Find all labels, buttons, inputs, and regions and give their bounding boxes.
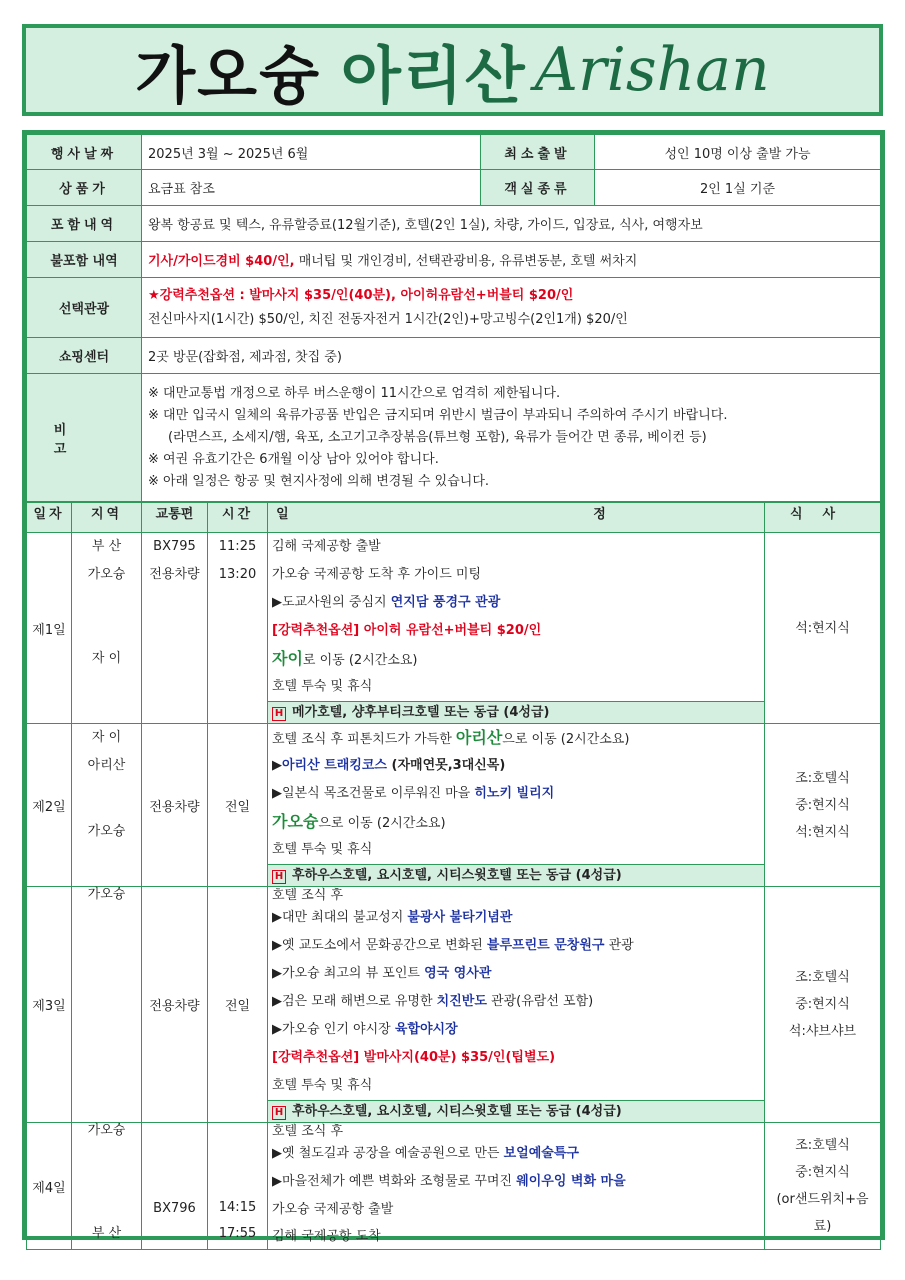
- meal: 중:현지식: [795, 797, 850, 813]
- title-banner: [22, 24, 883, 116]
- excl-red: 기사/가이드경비 $40/인,: [148, 254, 295, 269]
- meal: 조:호텔식: [795, 970, 850, 985]
- period-value: 2025년 3월 ~ 2025년 6월: [142, 135, 481, 170]
- hotel-icon: H: [272, 707, 286, 721]
- region-cell: [72, 533, 142, 724]
- day-row: [27, 533, 881, 724]
- note-line: ※ 아래 일정은 항공 및 현지사정에 의해 변경될 수 있습니다.: [148, 473, 490, 489]
- head-itinerary: 일 정: [268, 503, 765, 533]
- note-label: 비 고: [27, 374, 142, 502]
- region-cell: [72, 724, 142, 887]
- itinerary-line: 김해 국제공항 출발: [272, 539, 381, 554]
- head-meal: 식사: [765, 503, 881, 533]
- day-row: [27, 1123, 881, 1250]
- info-table: [26, 134, 881, 502]
- region: 자 이: [91, 651, 122, 666]
- head-time: 시간: [208, 503, 268, 533]
- hotel-icon: H: [272, 870, 286, 884]
- itinerary-line: 호텔 조식 후 피톤치드가 가득한 아리산으로 이동 (2시간소요): [272, 728, 630, 747]
- day-row: [27, 887, 881, 1123]
- time: 전일: [224, 999, 251, 1014]
- meal: 중:현지식: [795, 1165, 850, 1180]
- time: 14:15: [218, 1200, 257, 1215]
- excl-value: [142, 242, 881, 278]
- note-line: ※ 여권 유효기간은 6개월 이상 남아 있어야 합니다.: [148, 451, 439, 467]
- itinerary-line: ▶가오슝 최고의 뷰 포인트 영국 영사관: [272, 966, 492, 981]
- meal: 조:호텔식: [795, 770, 850, 786]
- itinerary-line: 호텔 조식 후: [272, 888, 344, 903]
- day-label: 제1일: [27, 533, 72, 724]
- itinerary-line: 가오슝 국제공항 출발: [272, 1202, 394, 1217]
- shop-value: 2곳 방문(잡화점, 제과점, 찻집 중): [142, 338, 881, 374]
- hotel-line: H 메가호텔, 샹후부티크호텔 또는 동급 (4성급): [268, 701, 764, 723]
- itinerary-line: ▶마을전체가 예쁜 벽화와 조형물로 꾸며진 웨이우잉 벽화 마을: [272, 1174, 626, 1189]
- opt-line-2: 전신마사지(1시간) $50/인, 치진 전동자전거 1시간(2인)+망고빙수(2인1개) $20/인: [148, 311, 628, 327]
- region: 가오슝: [87, 1123, 126, 1138]
- itinerary-line: ▶검은 모래 해변으로 유명한 치진반도 관광(유람선 포함): [272, 994, 594, 1009]
- room-label: 객실종류: [481, 170, 595, 206]
- transport-cell: [142, 887, 208, 1123]
- time: 전일: [224, 799, 251, 815]
- title-alishan: 아리산: [340, 38, 527, 112]
- meal-cell: [765, 887, 881, 1123]
- price-label: 상품가: [27, 170, 142, 206]
- time: 17:55: [218, 1226, 257, 1241]
- itinerary-line: 가오슝으로 이동 (2시간소요): [272, 812, 446, 831]
- itinerary-line: ▶대만 최대의 불교성지 불광사 불타기념관: [272, 910, 513, 925]
- itinerary-line: 가오슝 국제공항 도착 후 가이드 미팅: [272, 567, 482, 582]
- region: 가오슝: [87, 887, 126, 902]
- transport-cell: [142, 533, 208, 724]
- itinerary-line: ▶가오슝 인기 야시장 육합야시장: [272, 1022, 458, 1037]
- opt-label: 선택관광: [27, 278, 142, 338]
- time-cell: [208, 1123, 268, 1250]
- itinerary-line: ▶일본식 목조건물로 이루워진 마을 히노키 빌리지: [272, 786, 555, 801]
- period-label: 행사날짜: [27, 135, 142, 170]
- room-value: 2인 1실 기준: [595, 170, 881, 206]
- day-label: 제4일: [27, 1123, 72, 1250]
- min-label: 최소출발: [481, 135, 595, 170]
- meal: 석:현지식: [795, 620, 850, 636]
- title-kaohsiung: 가오슝: [135, 38, 321, 112]
- transport-cell: [142, 724, 208, 887]
- itinerary-line: 호텔 투숙 및 휴식: [272, 1078, 373, 1093]
- itinerary-line: 호텔 투숙 및 휴식: [272, 842, 373, 857]
- meal: 중:현지식: [795, 997, 850, 1012]
- itinerary-cell: [268, 887, 765, 1123]
- head-region: 지역: [72, 503, 142, 533]
- itinerary-cell: [268, 533, 765, 724]
- opt-value: [142, 278, 881, 338]
- schedule-table: [26, 502, 881, 1250]
- time: 13:20: [218, 567, 257, 582]
- head-day: 일자: [27, 503, 72, 533]
- transport: 전용차량: [149, 999, 200, 1014]
- note-line: ※ 대만 입국시 일체의 육류가공품 반입은 금지되며 위반시 벌금이 부과되니 주의하여 주시기 바랍니다.: [148, 407, 728, 423]
- note-line: ※ 대만교통법 개정으로 하루 버스운행이 11시간으로 엄격히 제한됩니다.: [148, 385, 561, 401]
- itinerary-line: ▶아리산 트래킹코스 (자매연못,3대신목): [272, 758, 506, 773]
- opt-line-1: ★강력추천옵션 : 발마사지 $35/인(40분), 아이허유람선+버블티 $20/인: [148, 287, 574, 303]
- itinerary-line: ▶옛 교도소에서 문화공간으로 변화된 블루프린트 문창원구 관광: [272, 938, 634, 953]
- region: 자 이: [91, 730, 122, 745]
- meal-cell: [765, 724, 881, 887]
- transport: BX795: [153, 539, 196, 554]
- note-line: (라면스프, 소세지/햄, 육포, 소고기고추장볶음(튜브형 포함), 육류가 들어간 면 종류, 베이컨 등): [168, 429, 707, 445]
- itinerary-line: 호텔 투숙 및 휴식: [272, 679, 373, 694]
- itinerary-line: 자이로 이동 (2시간소요): [272, 649, 418, 668]
- transport-cell: [142, 1123, 208, 1250]
- title-korean: [135, 26, 526, 115]
- head-transport: 교통편: [142, 503, 208, 533]
- itinerary-line: ▶도교사원의 중심지 연지담 풍경구 관광: [272, 595, 501, 610]
- time-cell: [208, 533, 268, 724]
- time-cell: [208, 724, 268, 887]
- itinerary-cell: [268, 724, 765, 887]
- itinerary-line: ▶옛 철도길과 공장을 예술공원으로 만든 보얼예술특구: [272, 1146, 579, 1161]
- shop-label: 쇼핑센터: [27, 338, 142, 374]
- transport: 전용차량: [149, 799, 200, 815]
- itinerary-line: [강력추천옵션] 발마사지(40분) $35/인(팁별도): [272, 1050, 556, 1065]
- hotel-icon: H: [272, 1106, 286, 1120]
- region-cell: [72, 887, 142, 1123]
- time: 11:25: [218, 539, 257, 554]
- hotel-line: H 후하우스호텔, 요시호텔, 시티스윗호텔 또는 동급 (4성급): [268, 864, 764, 886]
- excl-label: 불포함 내역: [27, 242, 142, 278]
- meal: 석:샤브샤브: [788, 1024, 857, 1039]
- transport: BX796: [153, 1201, 196, 1216]
- meal: (or샌드위치+음료): [776, 1192, 869, 1234]
- incl-label: 포함내역: [27, 206, 142, 242]
- min-value: 성인 10명 이상 출발 가능: [595, 135, 881, 170]
- meal-cell: [765, 1123, 881, 1250]
- excl-rest: 매너팁 및 개인경비, 선택관광비용, 유류변동분, 호텔 써차지: [294, 254, 638, 269]
- region: 부 산: [91, 539, 122, 554]
- region: 가오슝: [87, 824, 126, 839]
- time-cell: [208, 887, 268, 1123]
- region: 부 산: [91, 1226, 122, 1241]
- price-value: 요금표 참조: [142, 170, 481, 206]
- day-label: 제2일: [27, 724, 72, 887]
- region-cell: [72, 1123, 142, 1250]
- itinerary-line: [강력추천옵션] 아이허 유람선+버블티 $20/인: [272, 623, 542, 638]
- itinerary-cell: [268, 1123, 765, 1250]
- day-row: [27, 724, 881, 887]
- meal: 조:호텔식: [795, 1138, 850, 1153]
- transport: 전용차량: [149, 567, 200, 582]
- day-label: 제3일: [27, 887, 72, 1123]
- region: 가오슝: [87, 567, 126, 582]
- itinerary-line: 김해 국제공항 도착: [272, 1229, 381, 1244]
- region: 아리산: [87, 758, 126, 773]
- note-value: [142, 374, 881, 502]
- hotel-line: H 후하우스호텔, 요시호텔, 시티스윗호텔 또는 동급 (4성급): [268, 1100, 764, 1122]
- incl-value: 왕복 항공료 및 텍스, 유류할증료(12월기준), 호텔(2인 1실), 차량, 가이드, 입장료, 식사, 여행자보: [142, 206, 881, 242]
- title-english: Arishan: [534, 35, 770, 105]
- meal: 석:현지식: [795, 824, 850, 840]
- itinerary-sheet: [22, 130, 885, 1244]
- itinerary-line: 호텔 조식 후: [272, 1124, 344, 1139]
- meal-cell: [765, 533, 881, 724]
